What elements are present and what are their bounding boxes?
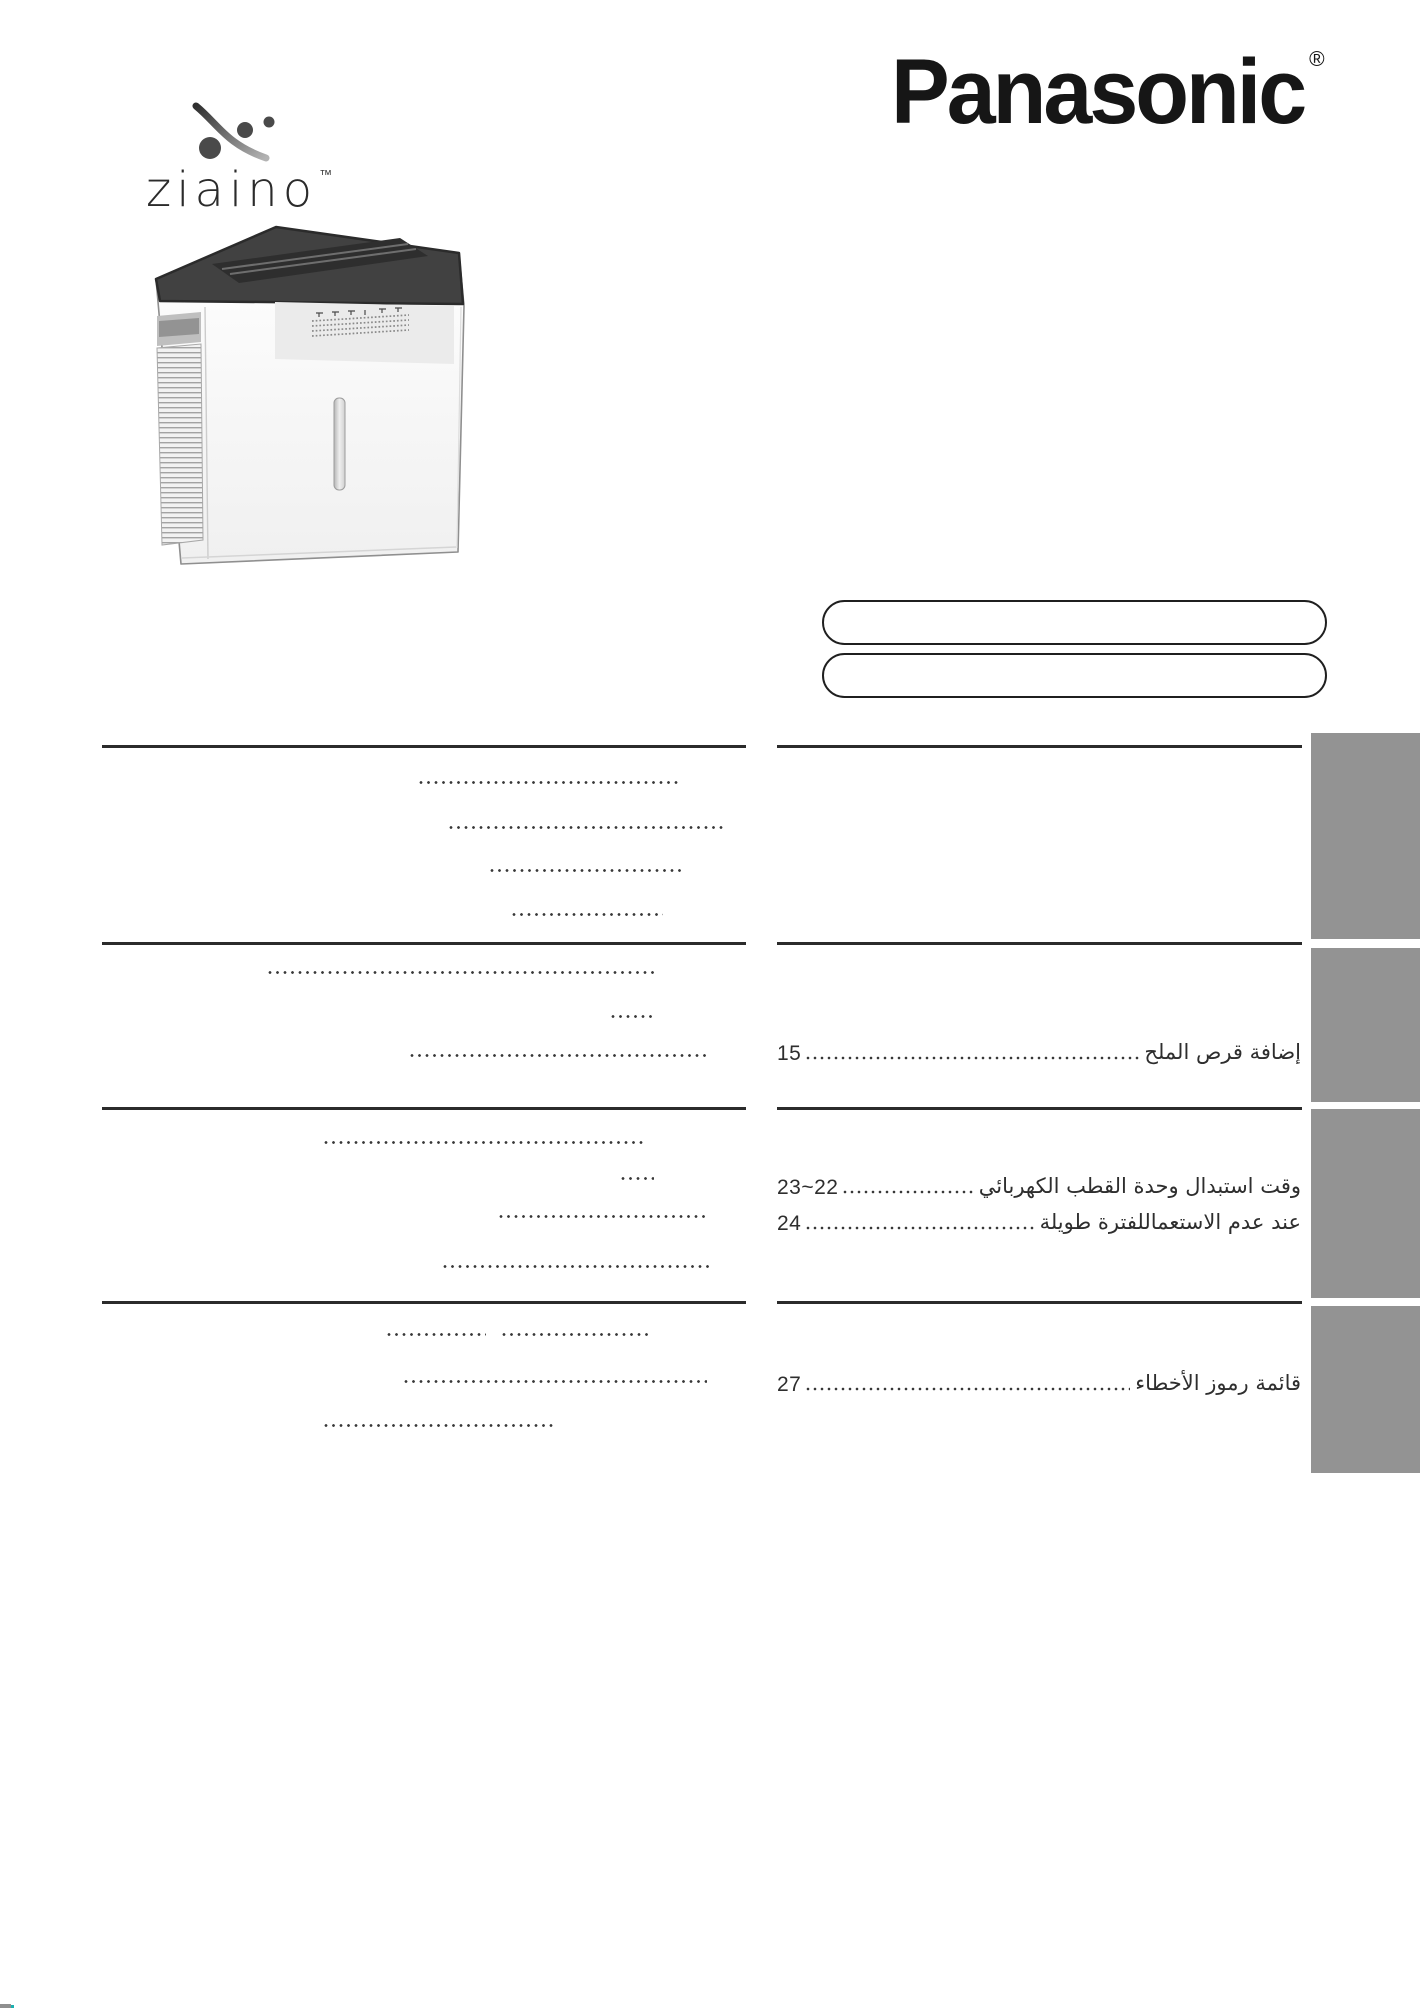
section-divider-right — [777, 745, 1302, 748]
toc-leader-dots — [806, 1054, 1139, 1061]
toc-leader-dots — [843, 1188, 973, 1195]
registered-trademark-symbol: ® — [1309, 48, 1325, 71]
side-air-grille — [157, 344, 203, 545]
toc-leader-line — [621, 1176, 654, 1181]
section-divider-left — [102, 1301, 746, 1304]
ziaino-wordmark: ziaino — [146, 162, 318, 218]
toc-entry-label: قائمة رموز الأخطاء — [1135, 1370, 1301, 1395]
section-divider-right — [777, 1107, 1302, 1110]
toc-leader-line — [404, 1379, 707, 1384]
toc-leader-dots — [806, 1224, 1034, 1231]
toc-leader-line — [611, 1014, 654, 1019]
toc-leader-line — [419, 780, 681, 785]
toc-leader-line — [410, 1053, 707, 1058]
corner-print-artifact — [0, 2004, 11, 2008]
section-tab — [1311, 948, 1420, 1102]
toc-entry-page: 24 — [777, 1211, 802, 1235]
toc-leader-line — [502, 1332, 648, 1337]
tm-mark: ™ — [319, 168, 333, 183]
toc-leader-dots — [806, 1385, 1130, 1392]
toc-entry-page: 23~22 — [777, 1175, 839, 1199]
ziaino-swoosh-icon — [186, 100, 286, 170]
toc-leader-line — [387, 1332, 486, 1337]
corner-print-dot — [11, 2005, 14, 2008]
toc-entry — [777, 1203, 1301, 1235]
product-illustration — [148, 222, 470, 567]
toc-leader-line — [490, 868, 684, 873]
front-handle-slot — [334, 398, 345, 490]
toc-entry-label: عند عدم الاستعماللفترة طويلة — [1039, 1209, 1301, 1234]
toc-leader-line — [324, 1423, 555, 1428]
toc-leader-line — [499, 1214, 707, 1219]
section-divider-left — [102, 745, 746, 748]
section-divider-right — [777, 942, 1302, 945]
toc-entry-page: 27 — [777, 1372, 802, 1396]
section-tab — [1311, 1306, 1420, 1473]
toc-leader-line — [443, 1264, 710, 1269]
ziaino-logo — [146, 162, 332, 218]
toc-leader-line — [512, 912, 663, 917]
section-divider-left — [102, 942, 746, 945]
section-divider-left — [102, 1107, 746, 1110]
section-tab — [1311, 1109, 1420, 1298]
panasonic-logo — [891, 39, 1325, 143]
section-divider-right — [777, 1301, 1302, 1304]
toc-entry — [777, 1167, 1301, 1199]
toc-entry — [777, 1364, 1301, 1396]
toc-leader-line — [268, 970, 654, 975]
toc-entry-page: 15 — [777, 1041, 802, 1065]
model-name-plate — [822, 600, 1327, 645]
model-name-plate — [822, 653, 1327, 698]
section-tab — [1311, 733, 1420, 939]
toc-entry-label: وقت استبدال وحدة القطب الكهربائي — [978, 1173, 1301, 1198]
toc-entry-label: إضافة قرص الملح — [1144, 1039, 1301, 1064]
toc-leader-line — [449, 825, 727, 830]
panasonic-wordmark: Panasonic — [891, 39, 1305, 143]
toc-leader-line — [324, 1140, 644, 1145]
toc-entry — [777, 1033, 1301, 1065]
